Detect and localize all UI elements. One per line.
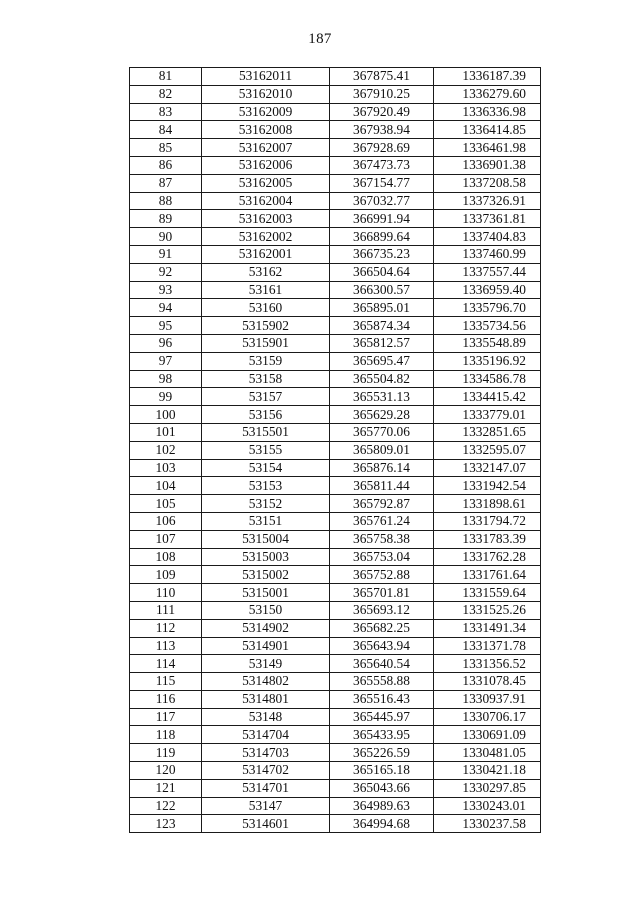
- point-id-cell: 53149: [202, 655, 330, 673]
- y-coordinate-cell: 1332595.07: [434, 441, 541, 459]
- x-coordinate-cell: 366300.57: [330, 281, 434, 299]
- table-row: [130, 334, 541, 352]
- point-id-cell: 5314703: [202, 744, 330, 762]
- x-coordinate-cell: 365770.06: [330, 423, 434, 441]
- point-id-cell: 5314802: [202, 673, 330, 691]
- point-id-cell: 5314702: [202, 762, 330, 780]
- point-id-cell: 5314701: [202, 779, 330, 797]
- y-coordinate-cell: 1334415.42: [434, 388, 541, 406]
- page-number: 187: [308, 31, 332, 47]
- x-coordinate-cell: 367154.77: [330, 174, 434, 192]
- point-number-cell: 94: [130, 299, 202, 317]
- point-id-cell: 53152: [202, 495, 330, 513]
- point-number-cell: 85: [130, 139, 202, 157]
- x-coordinate-cell: 367032.77: [330, 192, 434, 210]
- point-number-cell: 110: [130, 584, 202, 602]
- y-coordinate-cell: 1330237.58: [434, 815, 541, 833]
- x-coordinate-cell: 365433.95: [330, 726, 434, 744]
- y-coordinate-cell: 1336187.39: [434, 68, 541, 86]
- x-coordinate-cell: 365895.01: [330, 299, 434, 317]
- table-row: [130, 548, 541, 566]
- table-row: [130, 637, 541, 655]
- y-coordinate-cell: 1330937.91: [434, 690, 541, 708]
- x-coordinate-cell: 365516.43: [330, 690, 434, 708]
- x-coordinate-cell: 365682.25: [330, 619, 434, 637]
- point-id-cell: 53162010: [202, 85, 330, 103]
- coordinates-table: [129, 67, 541, 833]
- point-number-cell: 111: [130, 601, 202, 619]
- x-coordinate-cell: 367875.41: [330, 68, 434, 86]
- y-coordinate-cell: 1330421.18: [434, 762, 541, 780]
- x-coordinate-cell: 365445.97: [330, 708, 434, 726]
- table-row: [130, 85, 541, 103]
- table-row: [130, 139, 541, 157]
- x-coordinate-cell: 365701.81: [330, 584, 434, 602]
- y-coordinate-cell: 1330706.17: [434, 708, 541, 726]
- y-coordinate-cell: 1332851.65: [434, 423, 541, 441]
- point-id-cell: 53160: [202, 299, 330, 317]
- x-coordinate-cell: 365874.34: [330, 317, 434, 335]
- table-row: [130, 655, 541, 673]
- point-number-cell: 103: [130, 459, 202, 477]
- table-row: [130, 584, 541, 602]
- x-coordinate-cell: 367473.73: [330, 156, 434, 174]
- point-number-cell: 88: [130, 192, 202, 210]
- point-number-cell: 122: [130, 797, 202, 815]
- point-id-cell: 53162008: [202, 121, 330, 139]
- point-number-cell: 123: [130, 815, 202, 833]
- table-row: [130, 673, 541, 691]
- point-number-cell: 98: [130, 370, 202, 388]
- table-row: [130, 708, 541, 726]
- point-id-cell: 53162002: [202, 228, 330, 246]
- table-row: [130, 228, 541, 246]
- x-coordinate-cell: 365043.66: [330, 779, 434, 797]
- point-number-cell: 93: [130, 281, 202, 299]
- table-row: [130, 690, 541, 708]
- x-coordinate-cell: 366899.64: [330, 228, 434, 246]
- y-coordinate-cell: 1337208.58: [434, 174, 541, 192]
- table-row: [130, 619, 541, 637]
- table-row: [130, 352, 541, 370]
- table-row: [130, 317, 541, 335]
- point-number-cell: 114: [130, 655, 202, 673]
- y-coordinate-cell: 1336336.98: [434, 103, 541, 121]
- x-coordinate-cell: 365809.01: [330, 441, 434, 459]
- x-coordinate-cell: 365876.14: [330, 459, 434, 477]
- point-id-cell: 53158: [202, 370, 330, 388]
- y-coordinate-cell: 1336901.38: [434, 156, 541, 174]
- y-coordinate-cell: 1331762.28: [434, 548, 541, 566]
- table-row: [130, 263, 541, 281]
- point-id-cell: 53162004: [202, 192, 330, 210]
- x-coordinate-cell: 364989.63: [330, 797, 434, 815]
- point-number-cell: 81: [130, 68, 202, 86]
- x-coordinate-cell: 365758.38: [330, 530, 434, 548]
- table-row: [130, 281, 541, 299]
- point-id-cell: 53162007: [202, 139, 330, 157]
- table-row: [130, 601, 541, 619]
- table-row: [130, 192, 541, 210]
- point-number-cell: 107: [130, 530, 202, 548]
- table-row: [130, 762, 541, 780]
- x-coordinate-cell: 367920.49: [330, 103, 434, 121]
- x-coordinate-cell: 365504.82: [330, 370, 434, 388]
- point-number-cell: 87: [130, 174, 202, 192]
- point-number-cell: 116: [130, 690, 202, 708]
- point-number-cell: 119: [130, 744, 202, 762]
- point-number-cell: 105: [130, 495, 202, 513]
- point-id-cell: 5314902: [202, 619, 330, 637]
- point-number-cell: 84: [130, 121, 202, 139]
- y-coordinate-cell: 1336959.40: [434, 281, 541, 299]
- point-id-cell: 53162011: [202, 68, 330, 86]
- y-coordinate-cell: 1331371.78: [434, 637, 541, 655]
- point-number-cell: 112: [130, 619, 202, 637]
- point-number-cell: 120: [130, 762, 202, 780]
- point-id-cell: 5315002: [202, 566, 330, 584]
- point-id-cell: 53154: [202, 459, 330, 477]
- point-id-cell: 53162009: [202, 103, 330, 121]
- point-number-cell: 109: [130, 566, 202, 584]
- table-row: [130, 815, 541, 833]
- x-coordinate-cell: 365558.88: [330, 673, 434, 691]
- y-coordinate-cell: 1336461.98: [434, 139, 541, 157]
- point-number-cell: 100: [130, 406, 202, 424]
- point-id-cell: 5315902: [202, 317, 330, 335]
- y-coordinate-cell: 1332147.07: [434, 459, 541, 477]
- table-row: [130, 210, 541, 228]
- table-row: [130, 566, 541, 584]
- y-coordinate-cell: 1331525.26: [434, 601, 541, 619]
- point-number-cell: 106: [130, 512, 202, 530]
- y-coordinate-cell: 1331559.64: [434, 584, 541, 602]
- point-number-cell: 113: [130, 637, 202, 655]
- table-row: [130, 388, 541, 406]
- table-row: [130, 726, 541, 744]
- point-number-cell: 95: [130, 317, 202, 335]
- point-id-cell: 53151: [202, 512, 330, 530]
- table-row: [130, 495, 541, 513]
- point-number-cell: 89: [130, 210, 202, 228]
- point-id-cell: 53155: [202, 441, 330, 459]
- y-coordinate-cell: 1335548.89: [434, 334, 541, 352]
- y-coordinate-cell: 1336279.60: [434, 85, 541, 103]
- table-row: [130, 174, 541, 192]
- point-number-cell: 90: [130, 228, 202, 246]
- point-id-cell: 53159: [202, 352, 330, 370]
- x-coordinate-cell: 365695.47: [330, 352, 434, 370]
- point-id-cell: 5315004: [202, 530, 330, 548]
- point-id-cell: 5314801: [202, 690, 330, 708]
- table-row: [130, 779, 541, 797]
- point-id-cell: 5314601: [202, 815, 330, 833]
- y-coordinate-cell: 1331078.45: [434, 673, 541, 691]
- point-number-cell: 97: [130, 352, 202, 370]
- table-row: [130, 512, 541, 530]
- x-coordinate-cell: 364994.68: [330, 815, 434, 833]
- y-coordinate-cell: 1335196.92: [434, 352, 541, 370]
- x-coordinate-cell: 365812.57: [330, 334, 434, 352]
- table-row: [130, 530, 541, 548]
- table-row: [130, 68, 541, 86]
- point-number-cell: 121: [130, 779, 202, 797]
- y-coordinate-cell: 1334586.78: [434, 370, 541, 388]
- x-coordinate-cell: 365629.28: [330, 406, 434, 424]
- y-coordinate-cell: 1331761.64: [434, 566, 541, 584]
- x-coordinate-cell: 365811.44: [330, 477, 434, 495]
- y-coordinate-cell: 1331942.54: [434, 477, 541, 495]
- y-coordinate-cell: 1337361.81: [434, 210, 541, 228]
- x-coordinate-cell: 366735.23: [330, 245, 434, 263]
- y-coordinate-cell: 1335734.56: [434, 317, 541, 335]
- table-row: [130, 406, 541, 424]
- table-row: [130, 370, 541, 388]
- point-id-cell: 53150: [202, 601, 330, 619]
- point-id-cell: 53162003: [202, 210, 330, 228]
- point-id-cell: 53157: [202, 388, 330, 406]
- x-coordinate-cell: 365643.94: [330, 637, 434, 655]
- table-row: [130, 477, 541, 495]
- table-row: [130, 441, 541, 459]
- y-coordinate-cell: 1331898.61: [434, 495, 541, 513]
- x-coordinate-cell: 367910.25: [330, 85, 434, 103]
- point-number-cell: 91: [130, 245, 202, 263]
- point-number-cell: 82: [130, 85, 202, 103]
- y-coordinate-cell: 1331491.34: [434, 619, 541, 637]
- table-row: [130, 121, 541, 139]
- point-id-cell: 53147: [202, 797, 330, 815]
- x-coordinate-cell: 365752.88: [330, 566, 434, 584]
- x-coordinate-cell: 365693.12: [330, 601, 434, 619]
- x-coordinate-cell: 367928.69: [330, 139, 434, 157]
- point-id-cell: 53148: [202, 708, 330, 726]
- point-id-cell: 5314704: [202, 726, 330, 744]
- x-coordinate-cell: 365531.13: [330, 388, 434, 406]
- point-number-cell: 115: [130, 673, 202, 691]
- point-id-cell: 5315001: [202, 584, 330, 602]
- point-id-cell: 53162005: [202, 174, 330, 192]
- point-number-cell: 102: [130, 441, 202, 459]
- y-coordinate-cell: 1333779.01: [434, 406, 541, 424]
- y-coordinate-cell: 1336414.85: [434, 121, 541, 139]
- point-id-cell: 53162006: [202, 156, 330, 174]
- point-id-cell: 53156: [202, 406, 330, 424]
- y-coordinate-cell: 1337404.83: [434, 228, 541, 246]
- coordinates-table-body: [130, 68, 541, 833]
- x-coordinate-cell: 365792.87: [330, 495, 434, 513]
- y-coordinate-cell: 1330297.85: [434, 779, 541, 797]
- point-number-cell: 86: [130, 156, 202, 174]
- x-coordinate-cell: 367938.94: [330, 121, 434, 139]
- point-number-cell: 83: [130, 103, 202, 121]
- point-number-cell: 99: [130, 388, 202, 406]
- y-coordinate-cell: 1330691.09: [434, 726, 541, 744]
- point-id-cell: 5315003: [202, 548, 330, 566]
- point-id-cell: 53153: [202, 477, 330, 495]
- point-id-cell: 5315501: [202, 423, 330, 441]
- table-row: [130, 156, 541, 174]
- x-coordinate-cell: 365753.04: [330, 548, 434, 566]
- table-row: [130, 744, 541, 762]
- y-coordinate-cell: 1331794.72: [434, 512, 541, 530]
- table-row: [130, 459, 541, 477]
- y-coordinate-cell: 1330481.05: [434, 744, 541, 762]
- point-number-cell: 96: [130, 334, 202, 352]
- point-id-cell: 5315901: [202, 334, 330, 352]
- point-number-cell: 108: [130, 548, 202, 566]
- point-number-cell: 104: [130, 477, 202, 495]
- x-coordinate-cell: 366504.64: [330, 263, 434, 281]
- point-number-cell: 118: [130, 726, 202, 744]
- y-coordinate-cell: 1337326.91: [434, 192, 541, 210]
- x-coordinate-cell: 365226.59: [330, 744, 434, 762]
- table-row: [130, 423, 541, 441]
- y-coordinate-cell: 1331783.39: [434, 530, 541, 548]
- table-row: [130, 245, 541, 263]
- table-row: [130, 299, 541, 317]
- table-row: [130, 103, 541, 121]
- x-coordinate-cell: 365640.54: [330, 655, 434, 673]
- point-number-cell: 101: [130, 423, 202, 441]
- x-coordinate-cell: 365761.24: [330, 512, 434, 530]
- x-coordinate-cell: 366991.94: [330, 210, 434, 228]
- y-coordinate-cell: 1337460.99: [434, 245, 541, 263]
- point-id-cell: 53162: [202, 263, 330, 281]
- y-coordinate-cell: 1337557.44: [434, 263, 541, 281]
- y-coordinate-cell: 1331356.52: [434, 655, 541, 673]
- point-number-cell: 117: [130, 708, 202, 726]
- table-row: [130, 797, 541, 815]
- point-id-cell: 53162001: [202, 245, 330, 263]
- y-coordinate-cell: 1330243.01: [434, 797, 541, 815]
- point-id-cell: 5314901: [202, 637, 330, 655]
- point-id-cell: 53161: [202, 281, 330, 299]
- y-coordinate-cell: 1335796.70: [434, 299, 541, 317]
- point-number-cell: 92: [130, 263, 202, 281]
- x-coordinate-cell: 365165.18: [330, 762, 434, 780]
